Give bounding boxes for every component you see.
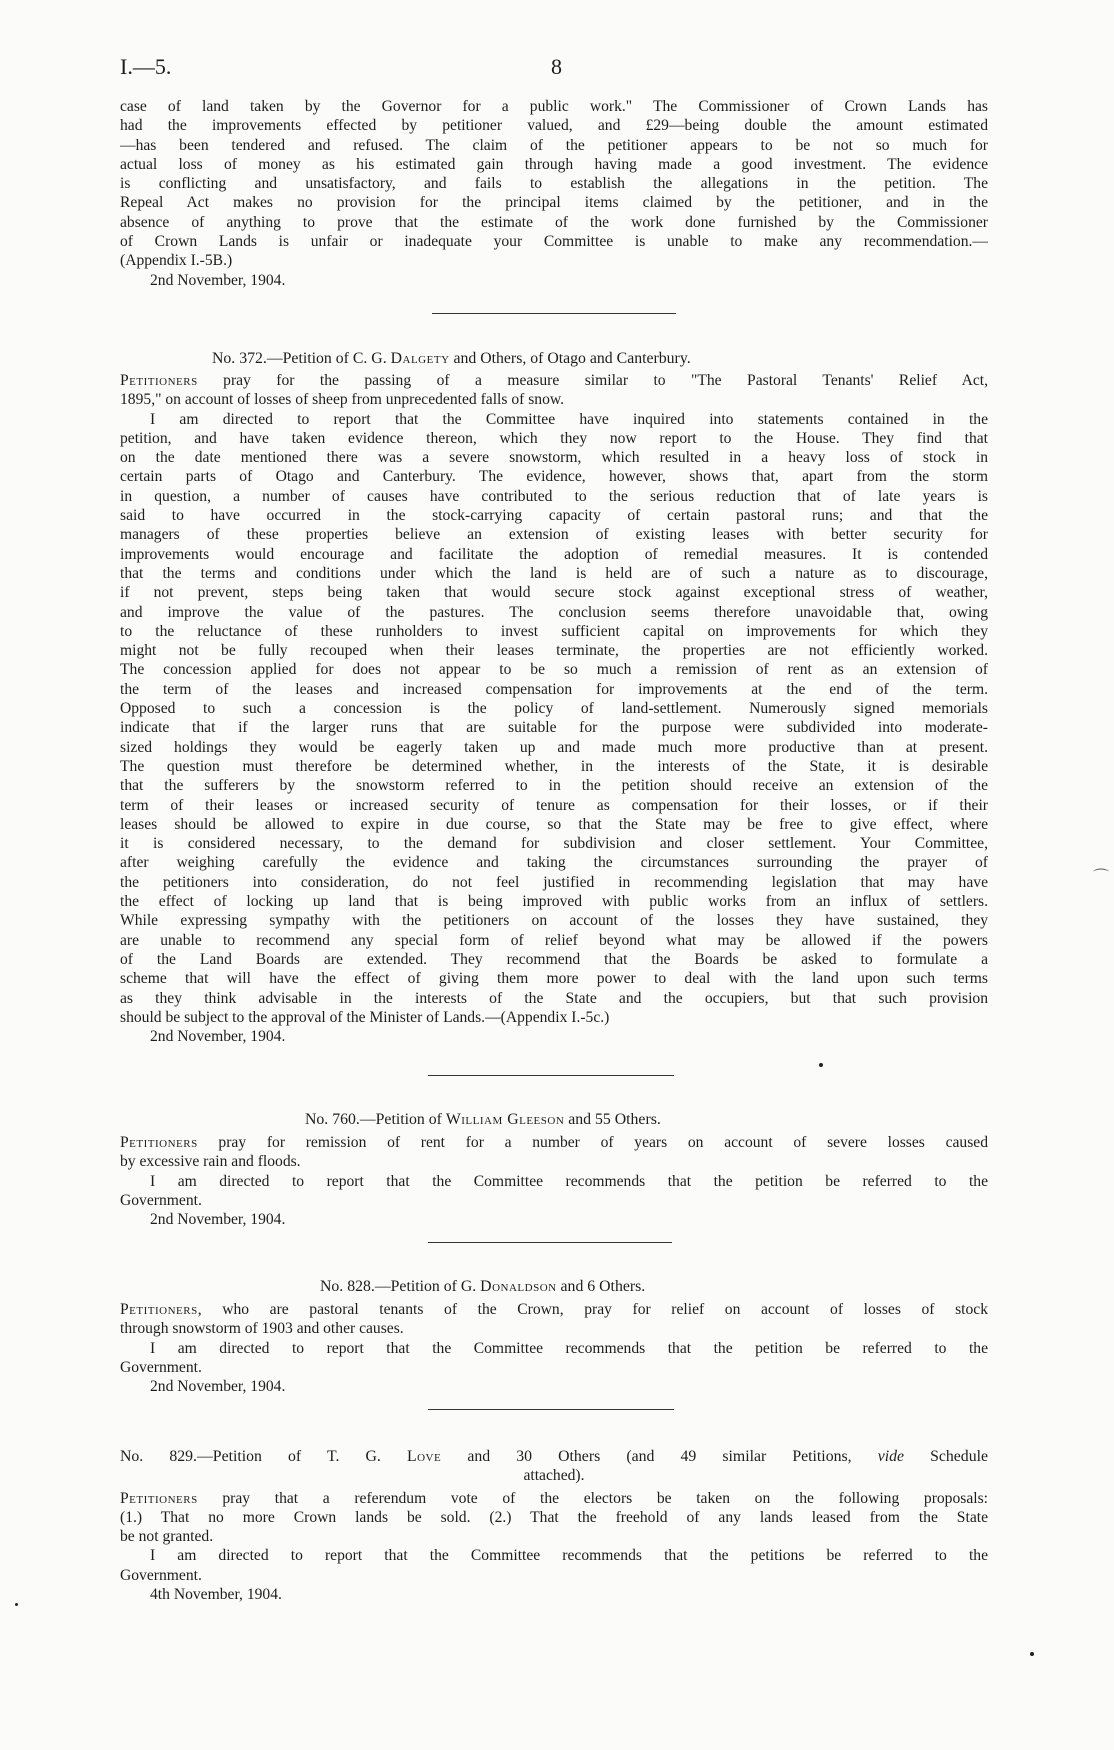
margin-mark: ⌒ [1093,869,1110,886]
report-date: 2nd November, 1904. [150,271,286,289]
text-line [120,371,988,390]
text-line: to the reluctance of these runholders to invest sufficient capital on improvements for which they [120,622,988,640]
text-line: is conflicting and unsatisfactory, and fails to establish the allegations in the petition. The [120,175,988,193]
text-line [120,1133,988,1152]
text-line: that the sufferers by the snowstorm referred to in the petition should receive an extension of the [120,777,988,795]
text-line: if not prevent, steps being taken that would secure stock against exceptional stress of weather, [120,584,988,602]
text-line: should be subject to the approval of the Minister of Lands.—(Appendix I.-5c.) [120,1008,610,1026]
text-run: pray for remission of rent for a number of years on account of severe losses caused [197,1134,988,1151]
title-text: No. 760.—Petition of [305,1111,446,1128]
text-line: as they think advisable in the interests of the State and the occupiers, but that such provision [120,989,988,1007]
print-speck [819,1063,823,1067]
petitioner-name: Dalgety [390,350,450,367]
print-speck [1030,1652,1034,1656]
petition-title [305,1111,661,1129]
lead-word: Petitioners [120,372,198,389]
text-line: said to have occurred in the stock-carrying capacity of certain pastoral runs; and that the [120,507,988,525]
text-line: through snowstorm of 1903 and other causes. [120,1320,404,1338]
petition-body [120,1300,988,1396]
section-divider [428,1075,674,1076]
text-line: —has been tendered and refused. The claim of the petitioner appears to be not so much for [120,136,988,154]
text-line: it is considered necessary, to the demand for subdivision and closer settlement. Your Committee, [120,835,988,853]
petition-title [120,1447,988,1466]
text-line: leases should be allowed to expire in due course, so that the State may be free to give effect, where [120,815,988,833]
petition-title [212,350,691,368]
section-divider [432,313,676,314]
petition-body [120,1133,988,1229]
text-line: sized holdings they would be eagerly taken up and made much more productive than at present. [120,738,988,756]
title-text: No. 828.—Petition of G. [320,1278,481,1295]
print-speck [15,1603,18,1606]
text-line [120,1489,988,1508]
petition-title-continuation: attached). [523,1467,585,1485]
text-line: term of their leases or increased security of tenure as compensation for their losses, or if their [120,796,988,814]
text-line: absence of anything to prove that the estimate of the work done furnished by the Commissioner [120,213,988,231]
page-number: 8 [551,54,562,79]
text-line: Government. [120,1191,202,1209]
text-line: I am directed to report that the Committee have inquired into statements contained in the [150,410,988,428]
text-line [120,1300,988,1319]
report-date: 2nd November, 1904. [150,1211,286,1229]
lead-word: Petitioners [120,1301,198,1318]
text-line: scheme that will have the effect of giving them more power to deal with the land upon such terms [120,970,988,988]
text-line: Government. [120,1566,202,1584]
text-run: pray that a referendum vote of the electors be taken on the following proposals: [197,1489,988,1507]
lead-word: Petitioners [120,1489,198,1507]
title-text: and 30 Others (and 49 similar Petitions, [441,1448,878,1465]
intro-paragraph [120,97,988,290]
petition-title [320,1278,645,1296]
text-line: (1.) That no more Crown lands be sold. (2.) That the freehold of any lands leased from the State [120,1508,988,1526]
section-divider [428,1242,672,1243]
text-line: after weighing carefully the evidence and taking the circumstances surrounding the prayer of [120,854,988,872]
text-run: pray for the passing of a measure similar to "The Pastoral Tenants' Relief Act, [197,372,988,389]
text-line: petition, and have taken evidence thereon, which they now report to the House. They find that [120,429,988,447]
title-text: and Others, of Otago and Canterbury. [449,350,691,367]
petitioner-name: Donaldson [480,1278,557,1295]
text-line: Government. [120,1358,202,1376]
text-line: I am directed to report that the Committee recommends that the petition be referred to the [150,1172,988,1190]
text-line: of Crown Lands is unfair or inadequate your Committee is unable to make any recommendation.— [120,233,988,251]
text-line: of the Land Boards are extended. They recommend that the Boards be asked to formulate a [120,950,988,968]
report-date: 2nd November, 1904. [150,1028,286,1046]
text-line: improvements would encourage and facilitate the adoption of remedial measures. It is contended [120,545,988,563]
text-line: the term of the leases and increased compensation for improvements at the end of the term. [120,680,988,698]
petition-block [120,1447,988,1604]
text-line: While expressing sympathy with the petitioners on account of the losses they have sustained, they [120,912,988,930]
section-code: I.—5. [120,54,172,79]
text-line: Repeal Act makes no provision for the principal items claimed by the petitioner, and in the [120,194,988,212]
text-line: certain parts of Otago and Canterbury. The evidence, however, shows that, apart from the storm [120,468,988,486]
text-line: by excessive rain and floods. [120,1153,301,1171]
title-text: No. 829.—Petition of T. G. [120,1448,407,1465]
text-line: the petitioners into consideration, do not feel justified in recommending legislation that may have [120,873,988,891]
section-divider [428,1409,674,1410]
report-date: 4th November, 1904. [150,1586,282,1604]
report-date: 2nd November, 1904. [150,1378,286,1396]
text-line: I am directed to report that the Committee recommends that the petition be referred to the [150,1339,988,1357]
text-line: The question must therefore be determined whether, in the interests of the State, it is desirable [120,757,988,775]
text-line: might not be fully recouped when their leases terminate, the properties are not efficiently worked. [120,642,988,660]
text-line: are unable to recommend any special form of relief beyond what may be allowed if the powers [120,931,988,949]
title-text: No. 372.—Petition of C. G. [212,350,391,367]
text-line: Opposed to such a concession is the policy of land-settlement. Numerously signed memorials [120,700,988,718]
petitioner-name: Love [406,1448,442,1465]
text-line: the effect of locking up land that is being improved with public works from an influx of settlers. [120,893,988,911]
text-line: had the improvements effected by petitioner valued, and £29—being double the amount estimated [120,117,988,135]
title-text: and 55 Others. [564,1111,661,1128]
text-line: indicate that if the larger runs that are suitable for the purpose were subdivided into moderate- [120,719,988,737]
title-text: Schedule [904,1448,988,1465]
title-italic: vide [877,1448,904,1465]
lead-word: Petitioners [120,1134,198,1151]
text-line: be not granted. [120,1528,214,1546]
petition-body [120,371,988,1046]
text-run: , who are pastoral tenants of the Crown, pray for relief on account of losses of stock [197,1301,988,1318]
text-line: 1895," on account of losses of sheep from unprecedented falls of snow. [120,391,565,409]
text-line: that the terms and conditions under which the land is held are of such a nature as to discourage, [120,564,988,582]
text-line: actual loss of money as his estimated gain through having made a good investment. The evidence [120,155,988,173]
petitioner-name: William Gleeson [445,1111,565,1128]
text-line: case of land taken by the Governor for a public work." The Commissioner of Crown Lands has [120,98,988,115]
text-line: (Appendix I.-5B.) [120,252,233,270]
text-line: I am directed to report that the Committee recommends that the petitions be referred to the [150,1547,988,1565]
text-line: on the date mentioned there was a severe snowstorm, which resulted in a heavy loss of stock in [120,449,988,467]
text-line: in question, a number of causes have contributed to the serious reduction that of late years is [120,487,988,505]
text-line: managers of these properties believe an extension of existing leases with better security for [120,526,988,544]
text-line: and improve the value of the pastures. The conclusion seems therefore unavoidable that, owing [120,603,988,621]
title-text: and 6 Others. [556,1278,646,1295]
text-line: The concession applied for does not appear to be so much a remission of rent as an extension of [120,661,988,679]
